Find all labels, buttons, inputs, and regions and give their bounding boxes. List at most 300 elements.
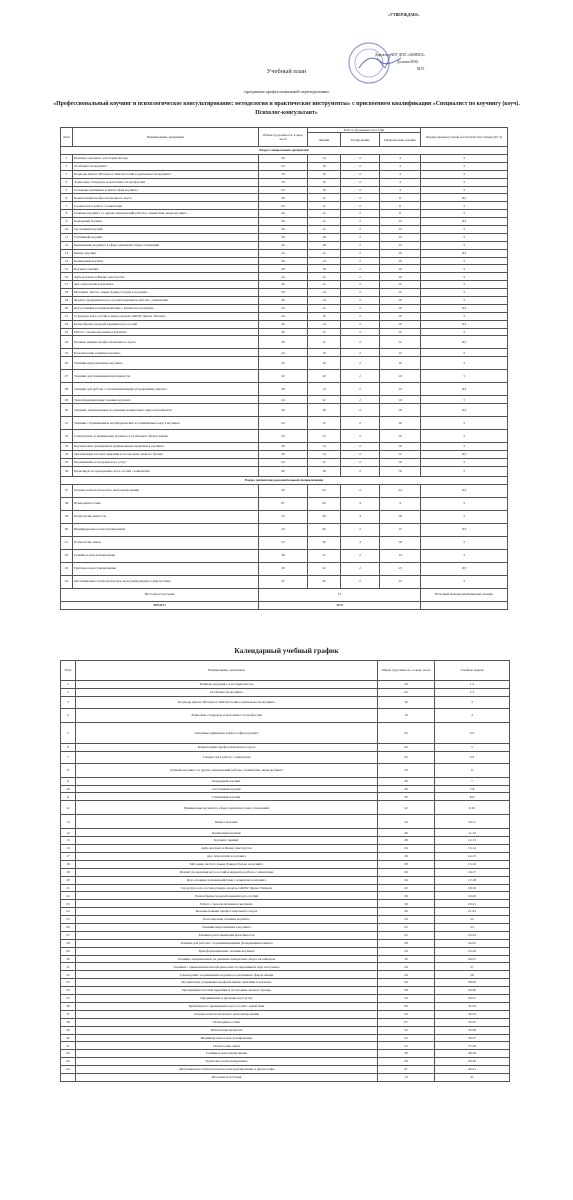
testing-hours: 4 — [341, 536, 380, 549]
total-hours: 26 — [259, 297, 308, 305]
calendar-row — [61, 688, 510, 696]
plan-row — [61, 155, 508, 163]
practice-hours: 10 — [380, 249, 421, 257]
plan-row — [61, 226, 508, 234]
calendar-row — [61, 860, 510, 868]
calendar-row — [61, 884, 510, 892]
discipline-name: Бизнес-коучинг — [73, 249, 259, 257]
control-form: З — [421, 226, 508, 234]
practice-hours: 12 — [380, 226, 421, 234]
row-num: 31 — [61, 963, 76, 971]
discipline-name: Применение коучинга в сфере межличностных отношений — [73, 241, 259, 249]
study-weeks: 14-15 — [435, 853, 510, 861]
lecture-hours: 12 — [308, 336, 341, 349]
control-form: З — [421, 357, 508, 370]
testing-hours: 2 — [341, 466, 380, 476]
study-weeks: 39-40 — [435, 1058, 510, 1066]
lecture-hours: 14 — [308, 320, 341, 328]
row-num: 16 — [61, 273, 73, 281]
practice-hours: 15 — [380, 562, 421, 575]
calendar-row — [61, 743, 510, 751]
lecture-hours: 12 — [308, 562, 341, 575]
study-weeks: 17-18 — [435, 876, 510, 884]
calendar-row — [61, 1010, 510, 1018]
study-weeks: 33-35 — [435, 1018, 510, 1026]
discipline-name: Разнообразие моделей ведения коуч-сессий — [76, 892, 378, 900]
discipline-name: Работа с целеполаганием в коучинге — [76, 900, 378, 908]
total-hours: 26 — [259, 257, 308, 265]
row-num: 3 — [61, 170, 73, 178]
lecture-hours: 12 — [308, 249, 341, 257]
discipline-name: Методика чистого языка Дэвида Гроува в коучинге — [76, 860, 378, 868]
study-weeks: 5-6 — [435, 751, 510, 763]
testing-hours: 2 — [341, 218, 380, 226]
row-num: 44 — [61, 1066, 76, 1074]
control-form: З — [421, 241, 508, 249]
row-num: 17 — [61, 281, 73, 289]
calendar-row — [61, 979, 510, 987]
total-hours: 32 — [259, 241, 308, 249]
study-weeks: 23 — [435, 924, 510, 932]
total-hours: 52 — [378, 1026, 435, 1034]
program-title: «Профессиональный коучинг и психологическое консультирование: методология и практические инструменты» с присвоением квалификации «Специалист по коучингу (коуч). Психолог-консультант» — [53, 101, 520, 116]
row-num: 40 — [61, 523, 73, 536]
total-hours: 16 — [259, 178, 308, 186]
testing-hours: 2 — [341, 357, 380, 370]
row-num: 21 — [61, 884, 76, 892]
total-hours: 47 — [378, 1066, 435, 1074]
row-num: 43 — [61, 562, 73, 575]
row-num: 14 — [61, 257, 73, 265]
plan-row — [61, 430, 508, 443]
attestation-label: Итоговая аттестация — [61, 588, 259, 602]
total-hours: 20 — [378, 763, 435, 777]
study-weeks: 8-9 — [435, 793, 510, 801]
plan-row — [61, 304, 508, 312]
discipline-name: Трансформационные техники коучинга — [76, 947, 378, 955]
testing-hours: 2 — [341, 297, 380, 305]
cal-header-num: №пп — [61, 661, 76, 681]
total-hours: 24 — [378, 815, 435, 829]
lecture-hours: 16 — [308, 186, 341, 194]
total-hours: 24 — [378, 963, 435, 971]
total-hours: 26 — [378, 785, 435, 793]
total-hours: 24 — [378, 876, 435, 884]
testing-hours: 2 — [341, 312, 380, 320]
calendar-row — [61, 681, 510, 689]
calendar-row — [61, 939, 510, 947]
control-form: ДЗ — [421, 249, 508, 257]
discipline-name: Глубинный коучинг — [73, 233, 259, 241]
discipline-name: Практикум по проведению коуч-сессий с клиентами — [73, 466, 259, 476]
plan-row — [61, 536, 508, 549]
total-hours: 52 — [259, 510, 308, 523]
testing-hours: 2 — [341, 404, 380, 417]
discipline-name: Групповое консультирование — [76, 1058, 378, 1066]
discipline-name: Техники визуализации в коучинге — [73, 357, 259, 370]
control-form: ДЗ — [421, 484, 508, 497]
discipline-name: Коучинг-тренинг — [76, 837, 378, 845]
total-hours: 22 — [259, 202, 308, 210]
total-hours: 24 — [378, 845, 435, 853]
total-hours: 67 — [378, 1018, 435, 1026]
testing-hours: 2 — [341, 523, 380, 536]
discipline-name: Арт-технологии в коучинге — [73, 281, 259, 289]
control-form: ДЗ — [421, 304, 508, 312]
plan-row — [61, 443, 508, 451]
calendar-row — [61, 777, 510, 785]
study-weeks: 29-30 — [435, 987, 510, 995]
plan-row — [61, 265, 508, 273]
calendar-title: Календарный учебный график — [234, 646, 339, 655]
row-num: 41 — [61, 536, 73, 549]
plan-title: Учебный план — [266, 68, 307, 75]
plan-row — [61, 349, 508, 357]
study-weeks: 6 — [435, 763, 510, 777]
row-num: 11 — [61, 793, 76, 801]
calendar-row — [61, 708, 510, 722]
control-form: З — [421, 575, 508, 588]
study-weeks: 28-29 — [435, 979, 510, 987]
row-num: 19 — [61, 868, 76, 876]
lecture-hours: 18 — [308, 241, 341, 249]
practice-hours: 12 — [380, 328, 421, 336]
row-num: 12 — [61, 241, 73, 249]
plan-row — [61, 484, 508, 497]
row-num: 30 — [61, 404, 73, 417]
lecture-hours: 14 — [308, 443, 341, 451]
col-header-practice: Практические задания — [380, 133, 421, 147]
discipline-name: Подходы Джона Уитмора и Тимоти Голви к деятельности коучинга — [73, 170, 259, 178]
calendar-row — [61, 916, 510, 924]
discipline-name: Основные принципы и философия коучинга — [76, 722, 378, 743]
study-weeks: 27 — [435, 963, 510, 971]
plan-row — [61, 523, 508, 536]
row-num: 27 — [61, 370, 73, 383]
calendar-row — [61, 853, 510, 861]
practice-hours: 15 — [380, 575, 421, 588]
section-additional-heading: Раздел дисциплин дополнительной специализации — [61, 476, 508, 484]
discipline-name: Особенности коучинга — [73, 162, 259, 170]
study-weeks: 30-31 — [435, 995, 510, 1003]
discipline-name: Формат проведения коуч-сессий и варианты работы с клиентами — [73, 297, 259, 305]
total-hours: 32 — [378, 801, 435, 815]
total-hours: 24 — [259, 430, 308, 443]
row-num: 18 — [61, 289, 73, 297]
lecture-hours: 10 — [308, 312, 341, 320]
calendar-row — [61, 696, 510, 708]
total-hours: 24 — [259, 396, 308, 404]
row-num: 23 — [61, 328, 73, 336]
total-hours: 28 — [259, 289, 308, 297]
control-form: З — [421, 328, 508, 336]
cal-header-weeks: Учебные недели — [435, 661, 510, 681]
row-num: 10 — [61, 226, 73, 234]
total-hours: 26 — [259, 443, 308, 451]
testing-hours: 2 — [341, 194, 380, 202]
row-num: 4 — [61, 178, 73, 186]
plan-row — [61, 312, 508, 320]
practice-hours: 8 — [380, 202, 421, 210]
total-hours: 26 — [259, 281, 308, 289]
row-num: 40 — [61, 1034, 76, 1042]
plan-row — [61, 178, 508, 186]
practice-hours: 10 — [380, 443, 421, 451]
study-weeks: 26-27 — [435, 955, 510, 963]
control-form: З — [421, 202, 508, 210]
plan-row — [61, 194, 508, 202]
calendar-row — [61, 1058, 510, 1066]
lecture-hours: 14 — [308, 451, 341, 459]
discipline-name: Самокоучинг и применение коучинга в различных сферах жизни — [76, 971, 378, 979]
control-form: З — [421, 162, 508, 170]
calendar-row — [61, 1073, 510, 1081]
discipline-name: Основные принципы и философия коучинга — [73, 186, 259, 194]
control-form: ДЗ — [421, 404, 508, 417]
total-hours: 20 — [378, 743, 435, 751]
testing-hours: 4 — [341, 510, 380, 523]
row-num: 15 — [61, 837, 76, 845]
total-hours: 13 — [378, 1073, 435, 1081]
row-num: 23 — [61, 900, 76, 908]
total-hours: 22 — [378, 924, 435, 932]
total-hours: 26 — [378, 777, 435, 785]
plan-row — [61, 202, 508, 210]
lecture-hours: 12 — [308, 281, 341, 289]
total-hours: 26 — [378, 979, 435, 987]
plan-row — [61, 218, 508, 226]
discipline-name: Самокоучинг и применение коучинга в различных сферах жизни — [73, 430, 259, 443]
plan-row — [61, 241, 508, 249]
calendar-row — [61, 801, 510, 815]
total-hours: 24 — [259, 417, 308, 430]
col-header-control: Формы промежуточной и итоговой аттестации (ДЗ, З) — [421, 128, 508, 147]
row-num: 24 — [61, 908, 76, 916]
col-header-num: №пп — [61, 128, 73, 147]
testing-hours: 2 — [341, 186, 380, 194]
total-hours: 24 — [259, 304, 308, 312]
total-hours: 24 — [378, 995, 435, 1003]
study-weeks: 25-26 — [435, 947, 510, 955]
col-header-lectures: Лекции — [308, 133, 341, 147]
total-hours: 29 — [378, 1058, 435, 1066]
study-weeks: 11-12 — [435, 829, 510, 837]
total-hours: 26 — [259, 218, 308, 226]
calendar-row — [61, 931, 510, 939]
study-weeks: 13-14 — [435, 845, 510, 853]
discipline-name: Компетенции профессионального коуча — [76, 743, 378, 751]
lecture-hours: 12 — [308, 194, 341, 202]
total-hours: 24 — [259, 273, 308, 281]
row-num: 13 — [61, 815, 76, 829]
total-hours: 30 — [378, 955, 435, 963]
col-header-total: Общая трудоемкость, в акад. часах — [259, 128, 308, 147]
row-num: 33 — [61, 979, 76, 987]
practice-hours: 4 — [380, 178, 421, 186]
practice-hours: 10 — [380, 417, 421, 430]
calendar-row — [61, 868, 510, 876]
total-hours: 26 — [378, 829, 435, 837]
row-num: 36 — [61, 1002, 76, 1010]
discipline-name: Техники для работы с ограничивающими убеждениями клиента — [73, 383, 259, 396]
total-hours: 26 — [378, 908, 435, 916]
discipline-name: Психология семьи — [76, 1042, 378, 1050]
row-num: 8 — [61, 763, 76, 777]
lecture-hours: 12 — [308, 328, 341, 336]
row-num: 34 — [61, 451, 73, 459]
discipline-name: Психология личности — [76, 1026, 378, 1034]
study-weeks: 36-37 — [435, 1034, 510, 1042]
lecture-hours: 16 — [308, 162, 341, 170]
row-num: 3 — [61, 696, 76, 708]
control-form: ДЗ — [421, 336, 508, 349]
total-hours: 43 — [378, 1034, 435, 1042]
study-weeks: 10-11 — [435, 815, 510, 829]
row-num: 2 — [61, 688, 76, 696]
total-hours: 26 — [378, 868, 435, 876]
total-hours: 30 — [259, 404, 308, 417]
study-weeks: 31-32 — [435, 1002, 510, 1010]
row-num: 7 — [61, 751, 76, 763]
discipline-name: Компетенции профессионального коуча — [73, 194, 259, 202]
practice-hours: 4 — [380, 170, 421, 178]
row-num: 5 — [61, 722, 76, 743]
testing-hours: 2 — [341, 249, 380, 257]
lecture-hours: 10 — [308, 357, 341, 370]
study-plan-table — [60, 127, 508, 610]
control-form: З — [421, 466, 508, 476]
calendar-schedule-table — [60, 660, 510, 1082]
row-num: 30 — [61, 955, 76, 963]
discipline-name: Структура коуч-сессии и макро-модель GROW Джона Уитмора — [73, 312, 259, 320]
discipline-name: Семейное консультирование — [73, 549, 259, 562]
row-num: 16 — [61, 845, 76, 853]
total-hours: 22 — [378, 884, 435, 892]
lecture-hours: 14 — [308, 383, 341, 396]
total-hours: 22 — [259, 162, 308, 170]
discipline-name: Техники для повышения креативности — [76, 931, 378, 939]
lecture-hours: 12 — [308, 459, 341, 467]
cal-header-name: Наименование дисциплин — [76, 661, 378, 681]
calendar-row — [61, 947, 510, 955]
row-num: 25 — [61, 349, 73, 357]
discipline-name: Коуч-позиция и взаимодействие с клиентом в коучинге — [76, 876, 378, 884]
study-weeks: 3 — [435, 696, 510, 708]
discipline-name: Организация частной практики и построение личного бренда — [76, 987, 378, 995]
row-num: 12 — [61, 801, 76, 815]
total-hours: 20 — [259, 155, 308, 163]
total-hours: 26 — [378, 853, 435, 861]
total-hours: 38 — [378, 1050, 435, 1058]
row-num: 17 — [61, 853, 76, 861]
practice-hours: 10 — [380, 273, 421, 281]
discipline-name: Индивидуальное консультирование — [73, 523, 259, 536]
row-num: 4 — [61, 708, 76, 722]
lecture-hours: 10 — [308, 349, 341, 357]
discipline-name: Карьерный коучинг — [73, 218, 259, 226]
plan-row — [61, 162, 508, 170]
total-hours: 43 — [259, 523, 308, 536]
calendar-row — [61, 1042, 510, 1050]
discipline-name: Психология семьи — [73, 536, 259, 549]
discipline-name: Техники, направленные на решение конкретных запросов клиентов — [73, 404, 259, 417]
discipline-name: Техники с применением метафорических ассоциативных карт в коучинге — [73, 417, 259, 430]
calendar-row — [61, 1066, 510, 1074]
lecture-hours: 14 — [308, 289, 341, 297]
total-hours: 24 — [259, 459, 308, 467]
total-hours: 22 — [378, 751, 435, 763]
calendar-row — [61, 763, 510, 777]
practice-hours: 18 — [380, 536, 421, 549]
discipline-name: Техники для работы с ограничивающими убеждениями клиента — [76, 939, 378, 947]
lecture-hours: 24 — [308, 484, 341, 497]
testing-hours: 2 — [341, 383, 380, 396]
control-form: З — [421, 186, 508, 194]
row-num: 6 — [61, 743, 76, 751]
practice-hours: 10 — [380, 357, 421, 370]
row-num: 20 — [61, 304, 73, 312]
total-hours: 20 — [259, 210, 308, 218]
practice-hours: 10 — [380, 320, 421, 328]
study-weeks: 23-24 — [435, 931, 510, 939]
total-hours: 16 — [378, 696, 435, 708]
testing-hours: 2 — [341, 241, 380, 249]
total-hours: 50 — [259, 484, 308, 497]
control-form: З — [421, 289, 508, 297]
lecture-hours: 12 — [308, 273, 341, 281]
discipline-name: Командный коучинг — [73, 257, 259, 265]
plan-row — [61, 233, 508, 241]
control-form: З — [421, 536, 508, 549]
plan-row — [61, 562, 508, 575]
col-header-testing: Тестирование — [341, 133, 380, 147]
row-num: 15 — [61, 265, 73, 273]
calendar-row — [61, 829, 510, 837]
row-num: 25 — [61, 916, 76, 924]
plan-row — [61, 466, 508, 476]
lecture-hours: 12 — [308, 218, 341, 226]
total-hours: 90 — [259, 466, 308, 476]
row-num: 37 — [61, 484, 73, 497]
testing-hours: 2 — [341, 459, 380, 467]
lecture-hours: 30 — [308, 575, 341, 588]
plan-row — [61, 370, 508, 383]
discipline-name: Подходы Джона Уитмора и Тимоти Голви к деятельности коучинга — [76, 696, 378, 708]
discipline-name: Психодиагностика — [73, 497, 259, 510]
calendar-row — [61, 722, 510, 743]
plan-row — [61, 357, 508, 370]
total-hours: 28 — [259, 383, 308, 396]
lecture-hours: 21 — [308, 549, 341, 562]
total-hours: 90 — [378, 1002, 435, 1010]
discipline-name: Agile-коучинг и Бизнес-мастерство — [73, 273, 259, 281]
control-form: З — [421, 257, 508, 265]
total-hours: 24 — [259, 249, 308, 257]
plan-row — [61, 510, 508, 523]
plan-row — [61, 451, 508, 459]
discipline-name: Трансформационные техники коучинга — [73, 396, 259, 404]
total-label: ИТОГО — [61, 602, 259, 610]
plan-row — [61, 336, 508, 349]
calendar-row — [61, 900, 510, 908]
plan-row — [61, 320, 508, 328]
testing-hours: 2 — [341, 155, 380, 163]
calendar-row — [61, 892, 510, 900]
approval-label: «УТВЕРЖДАЮ» — [388, 12, 420, 17]
practice-hours: 10 — [380, 304, 421, 312]
discipline-name: Коучинговая супервизия и рефлексивные практики в коучинге — [73, 443, 259, 451]
discipline-name: Психология личности — [73, 510, 259, 523]
